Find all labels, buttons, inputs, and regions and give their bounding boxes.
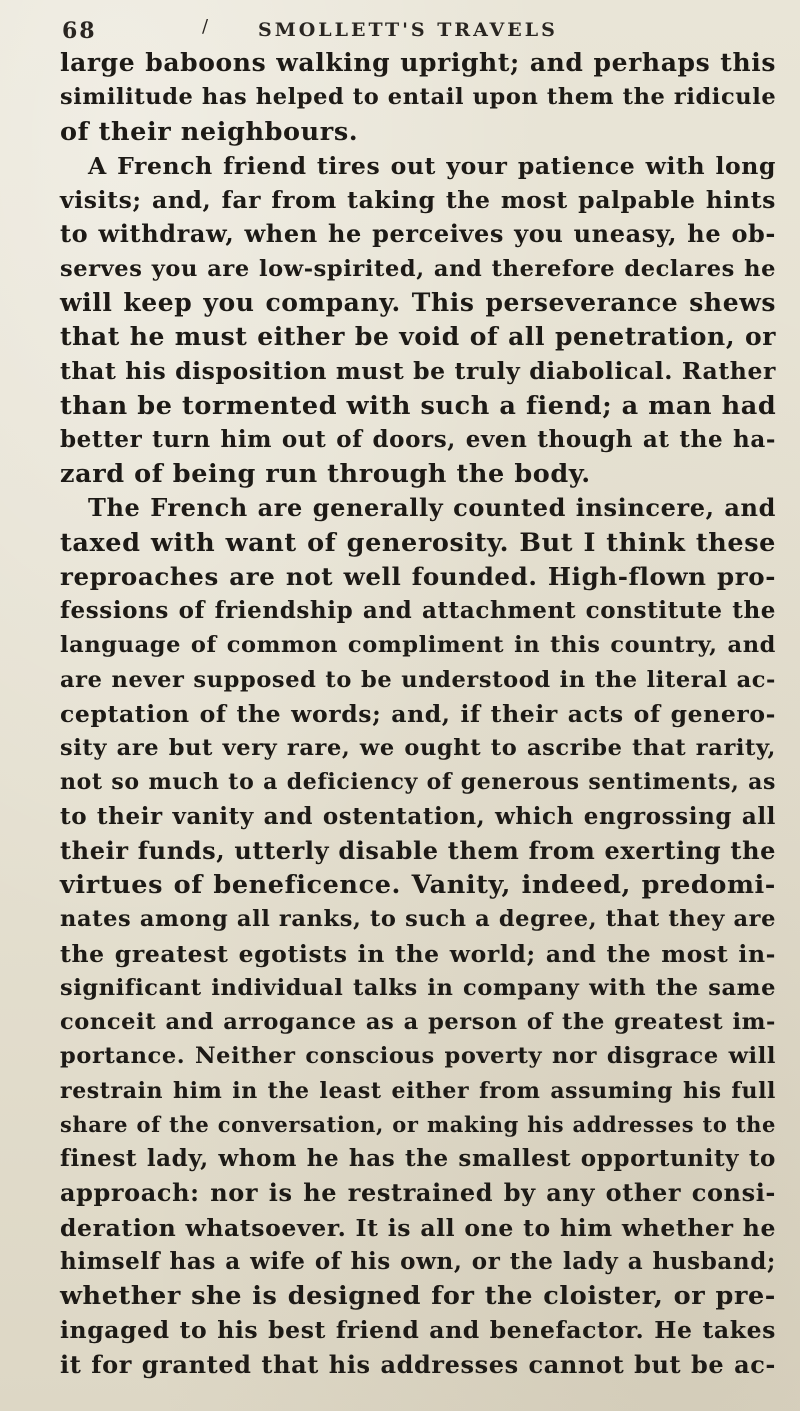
text-line: zard of being run through the body. (60, 459, 591, 489)
text-line: that his disposition must be truly diabolical. Rather (60, 357, 776, 386)
running-title: SMOLLETT'S TRAVELS (258, 19, 558, 41)
text-line: deration whatsoever. It is all one to him whether he (60, 1213, 776, 1242)
text-line: serves you are low-spirited, and therefore declares he (60, 255, 776, 282)
text-line: better turn him out of doors, even though at the ha- (60, 425, 776, 453)
text-line: the greatest egotists in the world; and the most in- (60, 939, 776, 968)
text-line: than be tormented with such a fiend; a man had (60, 390, 777, 421)
text-line: to their vanity and ostentation, which engrossing all (60, 802, 776, 830)
text-line: The French are generally counted insincere, and (88, 493, 776, 523)
text-line: of their neighbours. (60, 116, 359, 147)
text-line: whether she is designed for the cloister, or pre- (60, 1281, 776, 1311)
text-line: language of common compliment in this country, and (60, 632, 776, 659)
printer-mark: / (202, 16, 211, 37)
text-line: are never supposed to be understood in the literal ac- (60, 666, 776, 693)
text-line: nates among all ranks, to such a degree, that they are (60, 906, 776, 933)
text-line: sity are but very rare, we ought to ascribe that rarity, (60, 735, 776, 761)
text-line: portance. Neither conscious poverty nor disgrace will (60, 1043, 776, 1070)
text-line: ceptation of the words; and, if their acts of genero- (60, 699, 776, 728)
text-line: finest lady, whom he has the smallest opportunity to (60, 1145, 776, 1172)
page-number: 68 (62, 18, 97, 44)
text-line: fessions of friendship and attachment constitute the (60, 597, 776, 624)
running-head (62, 18, 770, 44)
text-line: restrain him in the least either from assuming his full (60, 1077, 776, 1104)
text-line: virtues of beneficence. Vanity, indeed, predomi- (60, 870, 776, 900)
text-line: it for granted that his addresses cannot but be ac- (60, 1349, 776, 1379)
text-line: A French friend tires out your patience with long (88, 151, 776, 180)
text-line: not so much to a deficiency of generous sentiments, as (60, 769, 776, 796)
text-line: reproaches are not well founded. High-flown pro- (60, 561, 776, 591)
text-line: will keep you company. This perseverance shews (60, 287, 776, 317)
text-line: conceit and arrogance as a person of the greatest im- (60, 1009, 776, 1035)
text-line: ingaged to his best friend and benefactor. He takes (60, 1316, 776, 1345)
text-line: significant individual talks in company with the same (60, 974, 776, 1001)
text-line: that he must either be void of all penetration, or (60, 322, 776, 351)
text-line: large baboons walking upright; and perhaps this (60, 48, 776, 77)
text-line: their funds, utterly disable them from exerting the (60, 835, 776, 865)
body-text (60, 46, 776, 1382)
text-line: share of the conversation, or making his addresses to the (60, 1111, 776, 1137)
text-line: similitude has helped to entail upon them the ridicule (60, 84, 777, 111)
text-line: visits; and, far from taking the most palpable hints (60, 186, 776, 214)
text-line: himself has a wife of his own, or the lady a husband; (60, 1247, 776, 1275)
text-line: taxed with want of generosity. But I think these (60, 527, 776, 558)
text-line: to withdraw, when he perceives you uneasy, he ob- (60, 219, 776, 249)
text-line: approach: nor is he restrained by any other consi- (60, 1178, 776, 1208)
